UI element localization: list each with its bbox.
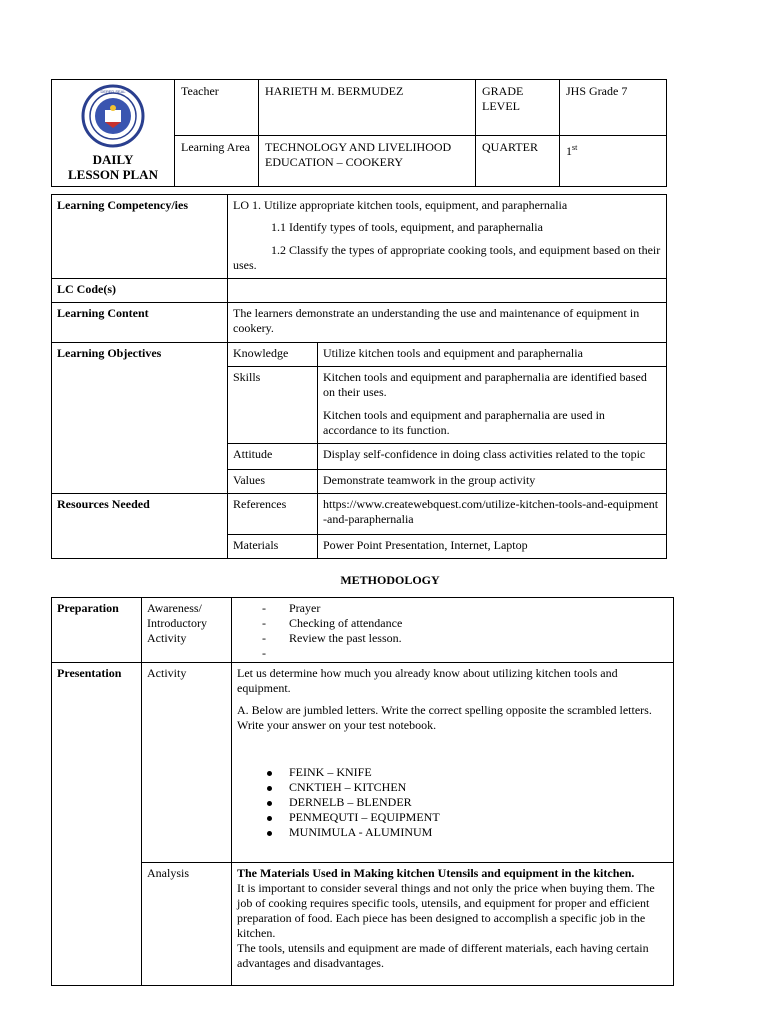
materials-value: Power Point Presentation, Internet, Laptop	[318, 535, 667, 559]
jumbled-item: FEINK – KNIFE	[267, 765, 668, 780]
analysis-paragraph-1: It is important to consider several things and not only the price when buying them. The job of cooking requires specific tools, utensils, and equipment for proper and efficient preparation of food. Each piece has been designed to accomplish a specific job in the kitchen.	[237, 881, 655, 940]
content-label: Learning Content	[52, 303, 228, 343]
references-label: References	[228, 494, 318, 535]
grade-value: JHS Grade 7	[560, 80, 667, 136]
quarter-value	[560, 135, 667, 186]
values-label: Values	[228, 470, 318, 494]
competency-label: Learning Competency/ies	[52, 195, 228, 279]
plan-title-line2: LESSON PLAN	[68, 167, 158, 182]
analysis-label: Analysis	[142, 863, 232, 986]
jumbled-item: CNKTIEH – KITCHEN	[267, 780, 668, 795]
competency-value	[228, 195, 667, 279]
quarter-suffix: st	[572, 142, 578, 152]
lc-code-value	[228, 279, 667, 303]
skills-value	[318, 367, 667, 444]
references-value: https://www.createwebquest.com/utilize-kitchen-tools-and-equipment-and-paraphernalia	[318, 494, 667, 535]
skills-value-2: Kitchen tools and equipment and paraphernalia are used in accordance to its function.	[323, 408, 605, 437]
prep-item: - Prayer	[262, 601, 668, 616]
competency-1-2: 1.2 Classify the types of appropriate cooking tools, and equipment based on their uses.	[233, 243, 661, 272]
preparation-label: Preparation	[52, 598, 142, 663]
activity-content	[232, 663, 674, 863]
methodology-table	[51, 597, 674, 986]
skills-label: Skills	[228, 367, 318, 444]
deped-seal-icon	[81, 84, 145, 148]
lesson-details-table	[51, 194, 667, 559]
activity-instructions: A. Below are jumbled letters. Write the correct spelling opposite the scrambled letters. Write your answer on your test notebook.	[237, 703, 652, 732]
attitude-label: Attitude	[228, 444, 318, 470]
methodology-title: METHODOLOGY	[340, 573, 440, 587]
activity-label: Activity	[142, 663, 232, 863]
content-value: The learners demonstrate an understanding the use and maintenance of equipment in cookery.	[228, 303, 667, 343]
awareness-label: Awareness/ Introductory Activity	[142, 598, 232, 663]
jumbled-item: MUNIMULA - ALUMINUM	[267, 825, 668, 840]
presentation-label: Presentation	[52, 663, 142, 986]
preparation-list-cell	[232, 598, 674, 663]
analysis-heading: The Materials Used in Making kitchen Utensils and equipment in the kitchen.	[237, 866, 635, 880]
preparation-list	[237, 601, 668, 659]
attitude-value: Display self-confidence in doing class activities related to the topic	[318, 444, 667, 470]
activity-intro: Let us determine how much you already know about utilizing kitchen tools and equipment.	[237, 666, 618, 695]
plan-title-line1: DAILY	[92, 152, 134, 167]
competency-1-1: 1.1 Identify types of tools, equipment, and paraphernalia	[271, 220, 543, 234]
area-value: TECHNOLOGY AND LIVELIHOOD EDUCATION – COOKERY	[259, 135, 476, 186]
grade-label: GRADE LEVEL	[476, 80, 560, 136]
knowledge-label: Knowledge	[228, 343, 318, 367]
analysis-content	[232, 863, 674, 986]
prep-item	[262, 646, 668, 659]
values-value: Demonstrate teamwork in the group activity	[318, 470, 667, 494]
materials-label: Materials	[228, 535, 318, 559]
analysis-paragraph-2: The tools, utensils and equipment are made of different materials, each having certain advantages and disadvantages.	[237, 941, 649, 970]
deped-seal-text: DEPED SEAL	[100, 89, 126, 94]
lc-code-label: LC Code(s)	[52, 279, 228, 303]
jumbled-item: DERNELB – BLENDER	[267, 795, 668, 810]
prep-item: - Review the past lesson.	[262, 631, 668, 646]
quarter-label: QUARTER	[476, 135, 560, 186]
competency-lo: LO 1. Utilize appropriate kitchen tools, equipment, and paraphernalia	[233, 198, 568, 212]
knowledge-value: Utilize kitchen tools and equipment and paraphernalia	[318, 343, 667, 367]
teacher-value: HARIETH M. BERMUDEZ	[259, 80, 476, 136]
teacher-label: Teacher	[175, 80, 259, 136]
prep-item: - Checking of attendance	[262, 616, 668, 631]
skills-value-1: Kitchen tools and equipment and paraphernalia are identified based on their uses.	[323, 370, 647, 399]
area-label: Learning Area	[175, 135, 259, 186]
jumbled-item: PENMEQUTI – EQUIPMENT	[267, 810, 668, 825]
header-table	[51, 79, 667, 187]
quarter-number: 1	[566, 143, 572, 158]
resources-label: Resources Needed	[52, 494, 228, 559]
objectives-label: Learning Objectives	[52, 343, 228, 494]
logo-cell	[52, 80, 175, 187]
jumbled-list	[237, 765, 668, 840]
